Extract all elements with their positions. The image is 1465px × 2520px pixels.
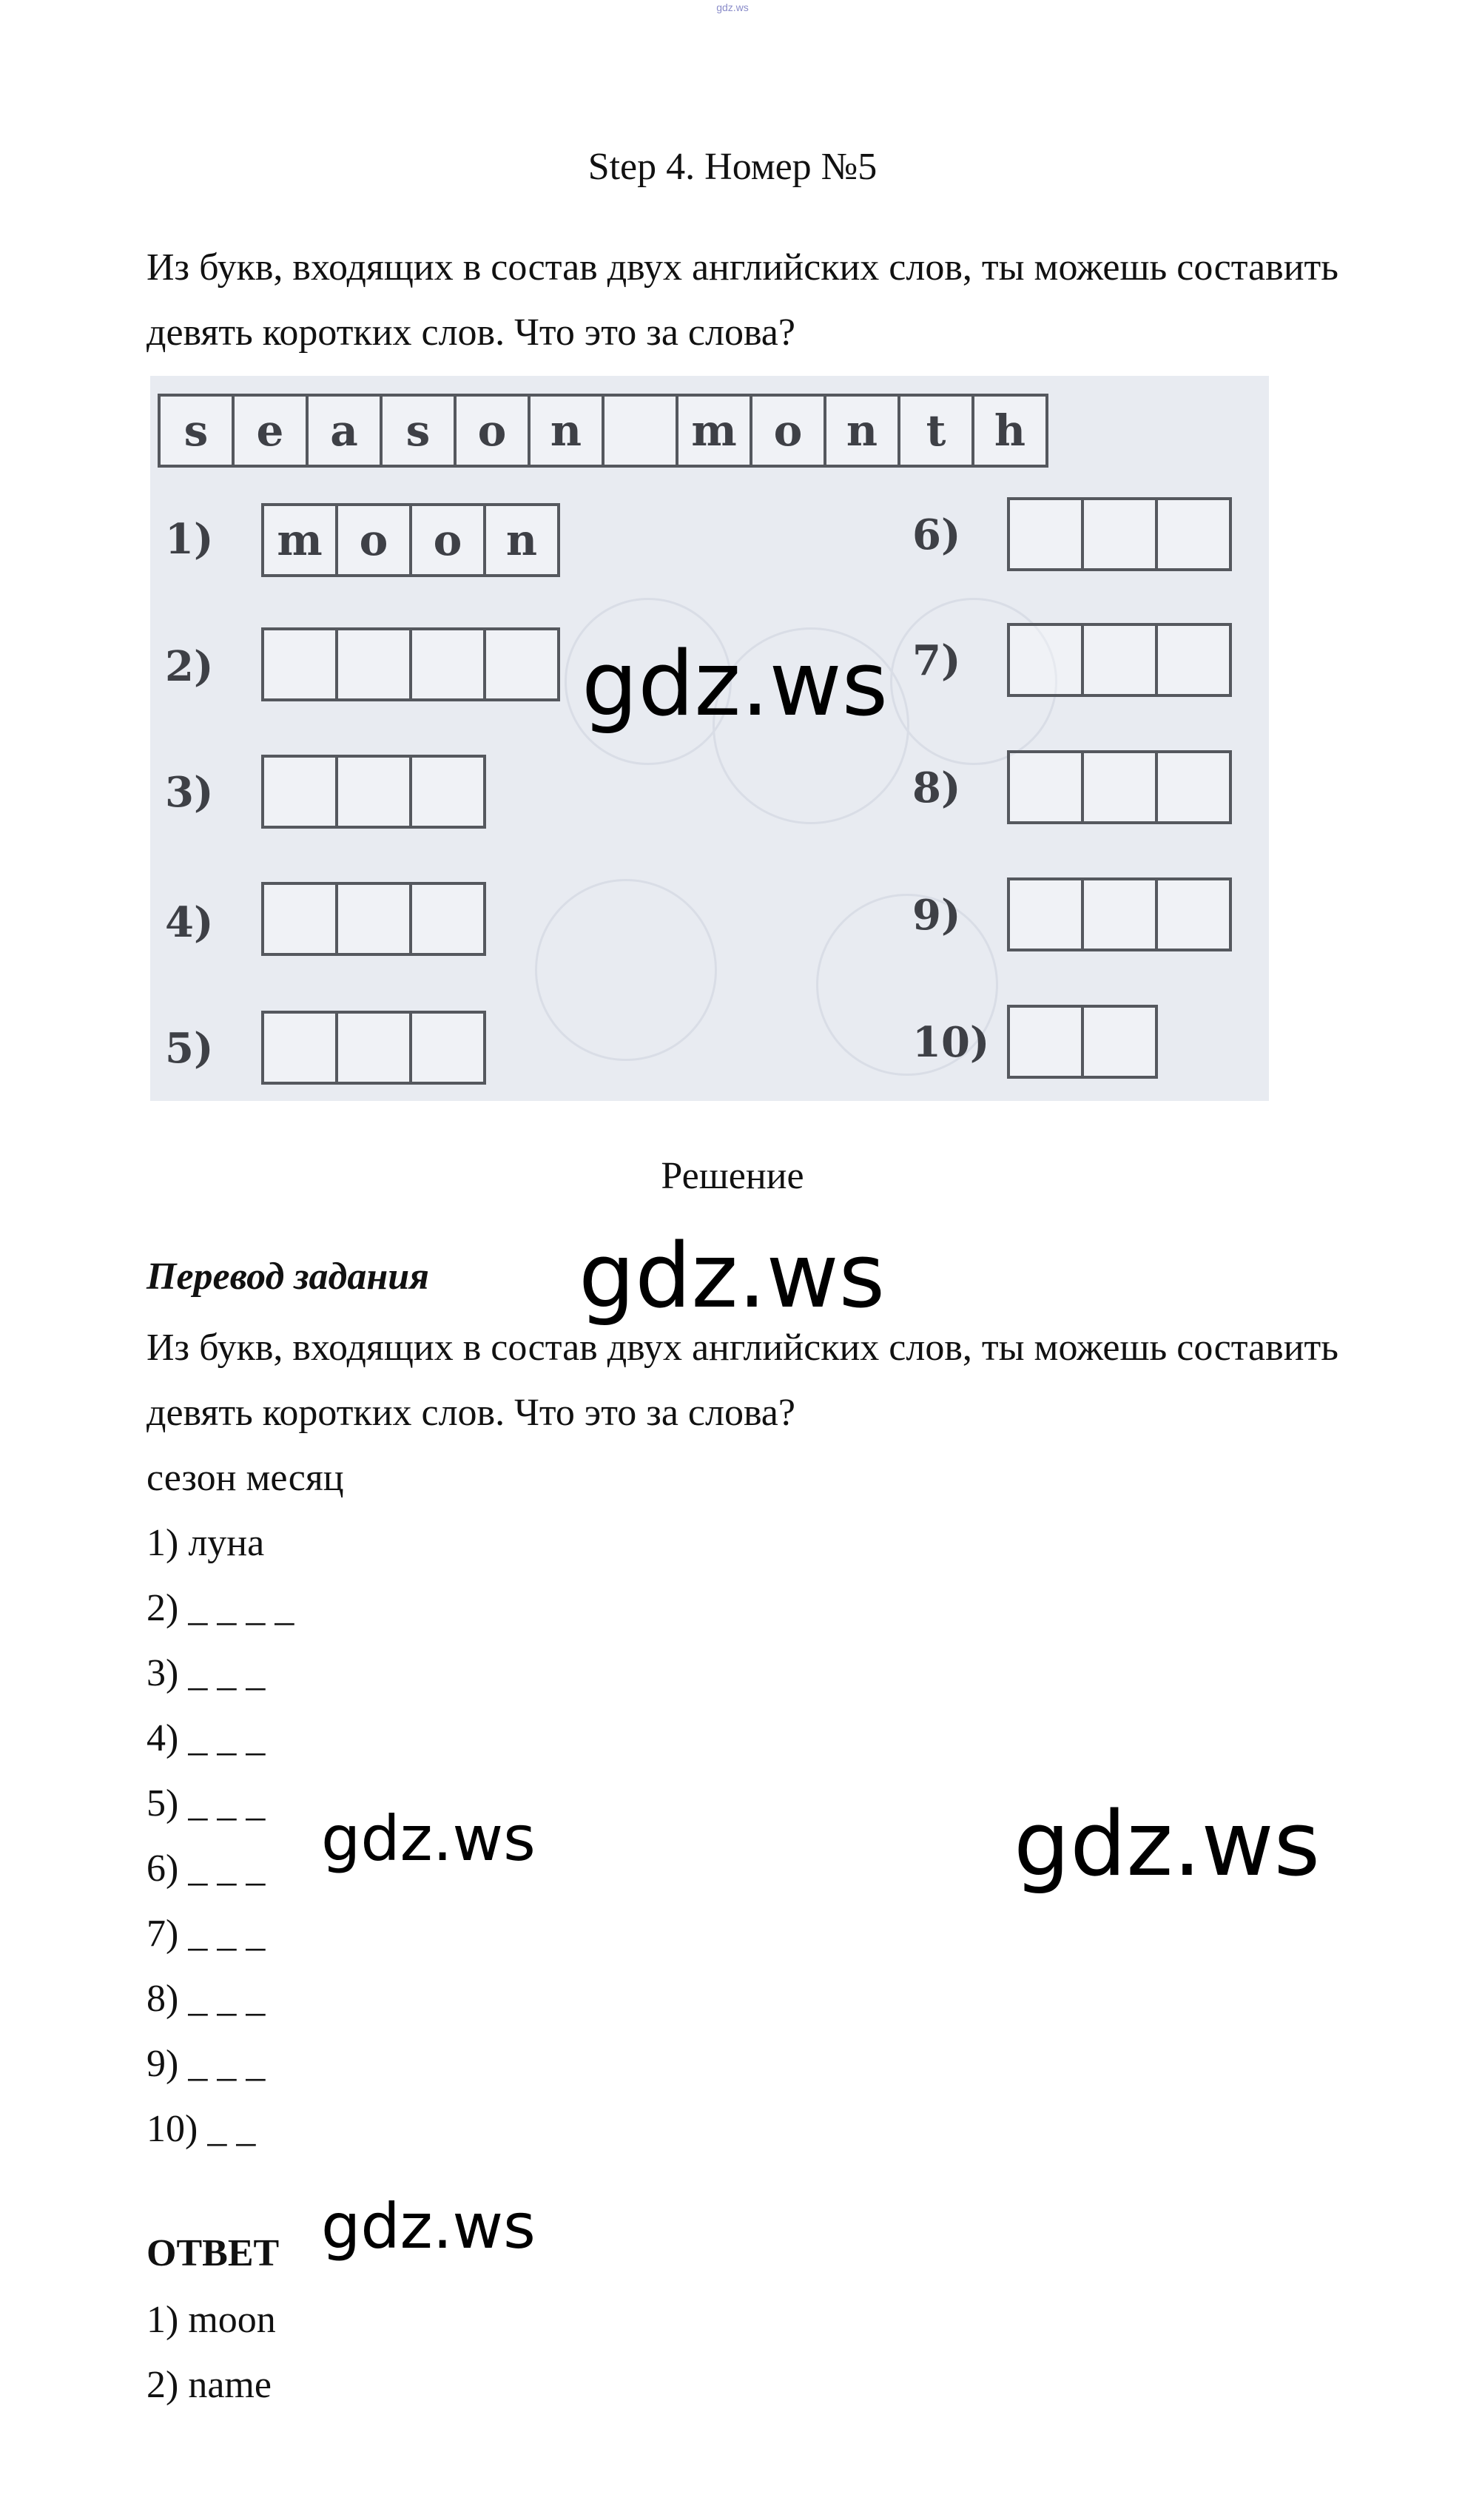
letter-box [335, 627, 412, 701]
answer-boxes-7 [1007, 623, 1232, 697]
letter-box: o [335, 503, 412, 577]
list-item: 4) _ _ _ [146, 1717, 266, 1759]
answer-boxes-10 [1007, 1005, 1158, 1079]
letter-box: h [971, 394, 1048, 468]
item-label: 5) [165, 1024, 214, 1073]
item-label: 3) [165, 768, 214, 817]
letter-box [1081, 877, 1158, 951]
letter-box [1081, 1005, 1158, 1079]
background-ornament [535, 879, 717, 1061]
letter-box [1081, 497, 1158, 571]
letter-box-empty [602, 394, 678, 468]
letter-box [409, 882, 486, 956]
answer-boxes-9 [1007, 877, 1232, 951]
letter-box: e [232, 394, 309, 468]
letter-box [1155, 877, 1232, 951]
answer-boxes-4 [261, 882, 486, 956]
list-item: 8) _ _ _ [146, 1978, 266, 2020]
letter-box [1155, 750, 1232, 824]
answer-list [146, 2288, 276, 2418]
list-item: 2) _ _ _ _ [146, 1587, 294, 1629]
letter-box [261, 627, 338, 701]
letter-box: m [261, 503, 338, 577]
translation-list [146, 1511, 294, 2162]
worksheet-image [150, 376, 1269, 1101]
task-text: Из букв, входящих в состав двух английских слов, ты можешь составить девять коротких слов. Что это за слова? [146, 246, 1338, 354]
answer-item: 1) moon [146, 2299, 276, 2341]
translation-text: Из букв, входящих в состав двух английских слов, ты можешь составить девять коротких слов. Что это за слова? [146, 1327, 1338, 1434]
list-item: 7) _ _ _ [146, 1913, 266, 1955]
page-title: Step 4. Номер №5 [587, 146, 878, 188]
letter-box [1081, 623, 1158, 697]
item-label: 6) [912, 511, 961, 559]
watermark: gdz.ws [321, 1802, 536, 1875]
letter-box: o [750, 394, 826, 468]
item-label: 4) [165, 898, 214, 947]
answer-heading: ОТВЕТ [146, 2232, 280, 2274]
letter-box [1007, 1005, 1084, 1079]
item-label: 9) [912, 891, 961, 940]
answer-boxes-1 [261, 503, 560, 577]
list-item: 5) _ _ _ [146, 1782, 266, 1825]
list-item: 10) _ _ [146, 2108, 256, 2150]
letter-box: m [676, 394, 752, 468]
answer-boxes-3 [261, 755, 486, 829]
letter-box [261, 755, 338, 829]
letter-box: s [380, 394, 457, 468]
letter-box [1155, 623, 1232, 697]
answer-boxes-5 [261, 1011, 486, 1085]
letter-box [1007, 750, 1084, 824]
answer-boxes-2 [261, 627, 560, 701]
list-item: 3) _ _ _ [146, 1652, 266, 1694]
watermark: gdz.ws [582, 633, 889, 736]
letter-box [335, 755, 412, 829]
item-label: 7) [912, 636, 961, 685]
answer-boxes-8 [1007, 750, 1232, 824]
list-item: 1) луна [146, 1522, 265, 1564]
letter-box [335, 882, 412, 956]
letter-box: s [158, 394, 235, 468]
letter-box: t [897, 394, 974, 468]
item-label: 10) [912, 1018, 990, 1067]
answer-item: 2) name [146, 2364, 272, 2406]
translation-words-line: сезон месяц [146, 1457, 344, 1499]
letter-box: n [528, 394, 604, 468]
letter-box [261, 882, 338, 956]
solution-heading: Решение [661, 1155, 804, 1197]
letter-box [261, 1011, 338, 1085]
watermark: gdz.ws [1014, 1793, 1321, 1896]
letter-box [409, 627, 486, 701]
letter-box [1007, 497, 1084, 571]
letter-box [1155, 497, 1232, 571]
list-item: 9) _ _ _ [146, 2043, 266, 2085]
translation-heading: Перевод задания [146, 1256, 429, 1298]
letter-box: o [454, 394, 531, 468]
letter-box [335, 1011, 412, 1085]
watermark: gdz.ws [321, 2190, 536, 2263]
answer-boxes-6 [1007, 497, 1232, 571]
watermark: gdz.ws [579, 1225, 886, 1328]
letter-box: n [824, 394, 900, 468]
letter-box [483, 627, 560, 701]
letter-box: n [483, 503, 560, 577]
letter-box [1081, 750, 1158, 824]
item-label: 8) [912, 764, 961, 812]
site-mark: gdz.ws [716, 1, 749, 13]
letter-box [1007, 623, 1084, 697]
item-label: 1) [165, 515, 214, 564]
letter-box [409, 755, 486, 829]
letter-box: o [409, 503, 486, 577]
letter-box [1007, 877, 1084, 951]
letter-box: a [306, 394, 383, 468]
source-words-row [158, 394, 1048, 468]
letter-box [409, 1011, 486, 1085]
list-item: 6) _ _ _ [146, 1847, 266, 1890]
item-label: 2) [165, 642, 214, 691]
